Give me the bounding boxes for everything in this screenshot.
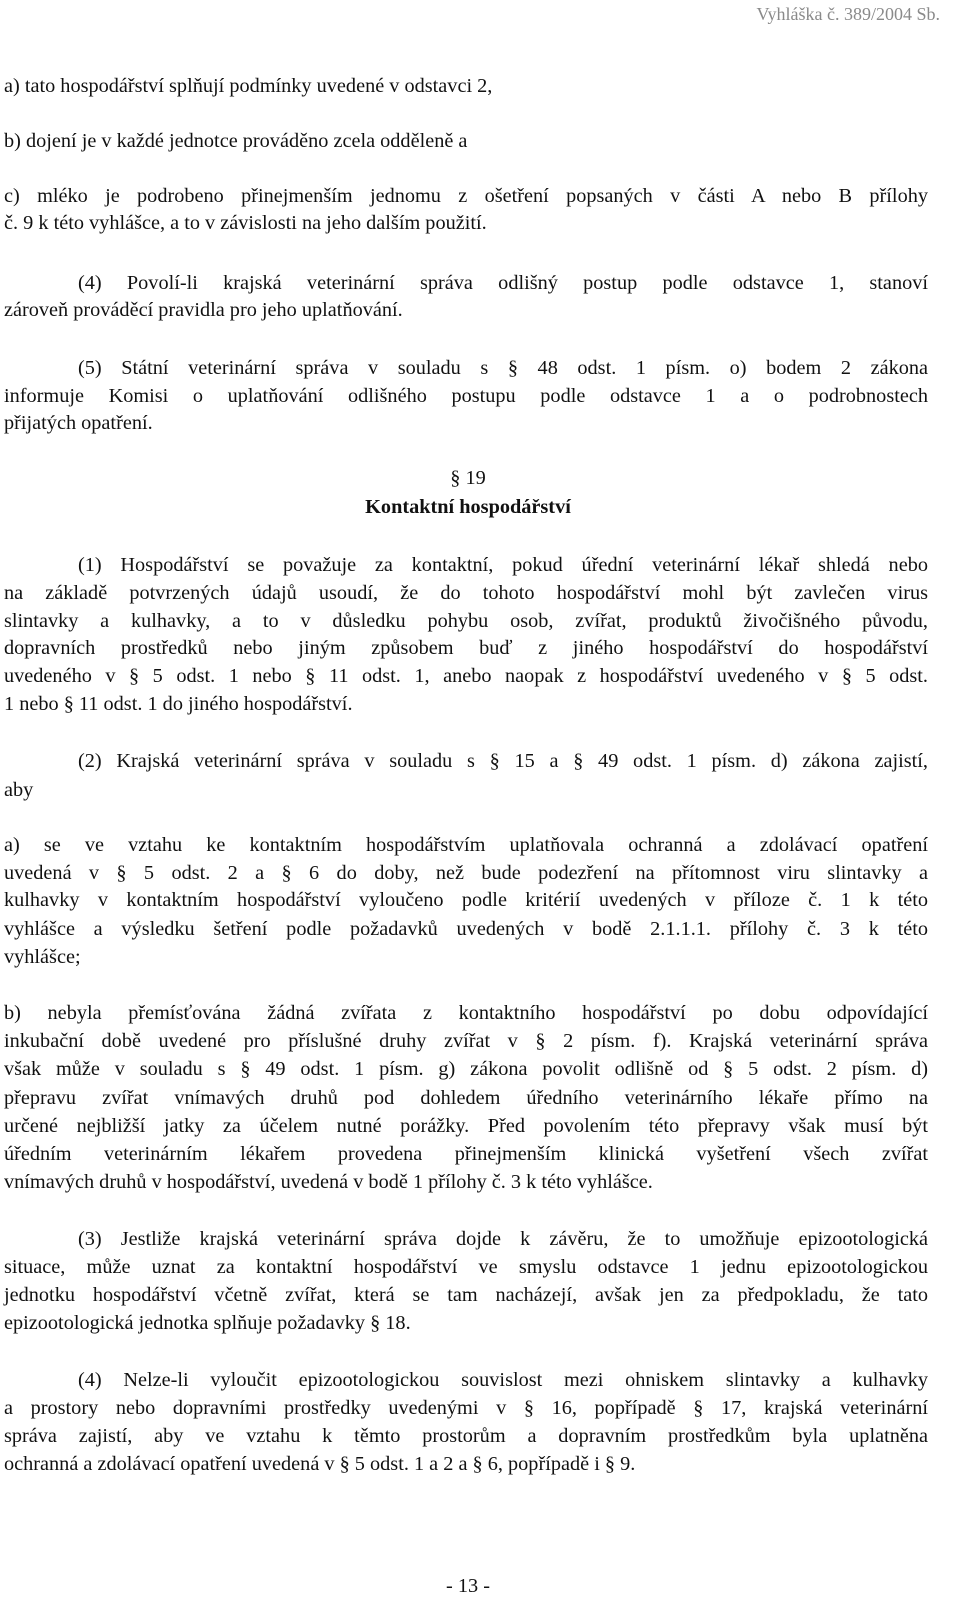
item-a-line-3: kulhavky v kontaktním hospodářství vyloučeno podle kritérií uvedených v příloze č. 1 k této <box>4 889 928 911</box>
item-b-line-7: vnímavých druhů v hospodářství, uvedená v bodě 1 přílohy č. 3 k této vyhlášce. <box>4 1171 653 1193</box>
item-b-line-3: však může v souladu s § 49 odst. 1 písm. g) zákona povolit odlišně od § 5 odst. 2 písm. d) <box>4 1058 928 1080</box>
section-19-paragraph-4-line-1: (4) Nelze-li vyloučit epizootologickou souvislost mezi ohniskem slintavky a kulhavky <box>78 1369 928 1391</box>
section-number: § 19 <box>450 467 486 489</box>
list-item-b: b) dojení je v každé jednotce prováděno zcela odděleně a <box>4 130 468 152</box>
section-19-paragraph-4-line-4: ochranná a zdolávací opatření uvedená v § 5 odst. 1 a 2 a § 6, popřípadě i § 9. <box>4 1453 636 1475</box>
paragraph-5-line-3: přijatých opatření. <box>4 412 153 434</box>
list-item-c-line-2: č. 9 k této vyhlášce, a to v závislosti na jeho dalším použití. <box>4 212 487 234</box>
section-19-paragraph-2-line-1: (2) Krajská veterinární správa v souladu s § 15 a § 49 odst. 1 písm. d) zákona zajistí, <box>78 750 928 772</box>
section-19-paragraph-3-line-4: epizootologická jednotka splňuje požadavky § 18. <box>4 1312 411 1334</box>
paragraph-5-line-1: (5) Státní veterinární správa v souladu s § 48 odst. 1 písm. o) bodem 2 zákona <box>78 357 928 379</box>
paragraph-4-line-2: zároveň prováděcí pravidla pro jeho uplatňování. <box>4 299 403 321</box>
item-a-line-1: a) se ve vztahu ke kontaktním hospodářstvím uplatňovala ochranná a zdolávací opatření <box>4 834 928 856</box>
section-19-paragraph-1-line-1: (1) Hospodářství se považuje za kontaktní, pokud úřední veterinární lékař shledá nebo <box>78 554 928 576</box>
list-item-c-line-1: c) mléko je podrobeno přinejmenším jednomu z ošetření popsaných v části A nebo B přílohy <box>4 185 928 207</box>
section-19-paragraph-3-line-2: situace, může uznat za kontaktní hospodářství ve smyslu odstavce 1 jednu epizootologickou <box>4 1256 928 1278</box>
section-title: Kontaktní hospodářství <box>365 496 571 518</box>
page-header: Vyhláška č. 389/2004 Sb. <box>756 4 940 24</box>
item-b-line-2: inkubační době uvedené pro příslušné druhy zvířat v § 2 písm. f). Krajská veterinární správa <box>4 1030 928 1052</box>
section-19-paragraph-1-line-6: 1 nebo § 11 odst. 1 do jiného hospodářství. <box>4 693 353 715</box>
section-19-paragraph-4-line-2: a prostory nebo dopravními prostředky uvedenými v § 16, popřípadě § 17, krajská veterinární <box>4 1397 928 1419</box>
section-19-paragraph-1-line-3: slintavky a kulhavky, a to v důsledku pohybu osob, zvířat, produktů živočišného původu, <box>4 610 928 632</box>
section-19-paragraph-1-line-4: dopravních prostředků nebo jiným způsobem buď z jiného hospodářství do hospodářství <box>4 637 928 659</box>
section-19-paragraph-2-line-2: aby <box>4 779 34 801</box>
item-b-line-1: b) nebyla přemísťována žádná zvířata z kontaktního hospodářství po dobu odpovídající <box>4 1002 928 1024</box>
page-number: - 13 - <box>446 1575 490 1597</box>
item-b-line-5: určené nejbližší jatky za účelem nutné porážky. Před povolením této přepravy však musí být <box>4 1115 928 1137</box>
item-a-line-4: vyhlášce a výsledku šetření podle požadavků uvedených v bodě 2.1.1.1. přílohy č. 3 k této <box>4 918 928 940</box>
item-b-line-4: přepravu zvířat vnímavých druhů pod dohledem úředního veterinárního lékaře přímo na <box>4 1087 928 1109</box>
item-a-line-5: vyhlášce; <box>4 946 81 968</box>
item-a-line-2: uvedená v § 5 odst. 2 a § 6 do doby, než bude podezření na přítomnost viru slintavky a <box>4 862 928 884</box>
section-19-paragraph-1-line-2: na základě potvrzených údajů usoudí, že do tohoto hospodářství mohl být zavlečen virus <box>4 582 928 604</box>
item-b-line-6: úředním veterinárním lékařem provedena přinejmenším klinická vyšetření všech zvířat <box>4 1143 928 1165</box>
paragraph-5-line-2: informuje Komisi o uplatňování odlišného postupu podle odstavce 1 a o podrobnostech <box>4 385 928 407</box>
list-item-a: a) tato hospodářství splňují podmínky uvedené v odstavci 2, <box>4 75 493 97</box>
section-19-paragraph-3-line-1: (3) Jestliže krajská veterinární správa dojde k závěru, že to umožňuje epizootologická <box>78 1228 928 1250</box>
section-19-paragraph-3-line-3: jednotku hospodářství včetně zvířat, která se tam nacházejí, avšak jen za předpokladu, že tato <box>4 1284 928 1306</box>
section-19-paragraph-4-line-3: správa zajistí, aby ve vztahu k těmto prostorům a dopravním prostředkům byla uplatněna <box>4 1425 928 1447</box>
section-19-paragraph-1-line-5: uvedeného v § 5 odst. 1 nebo § 11 odst. 1, anebo naopak z hospodářství uvedeného v § 5 odst. <box>4 665 928 687</box>
paragraph-4-line-1: (4) Povolí-li krajská veterinární správa odlišný postup podle odstavce 1, stanoví <box>78 272 928 294</box>
